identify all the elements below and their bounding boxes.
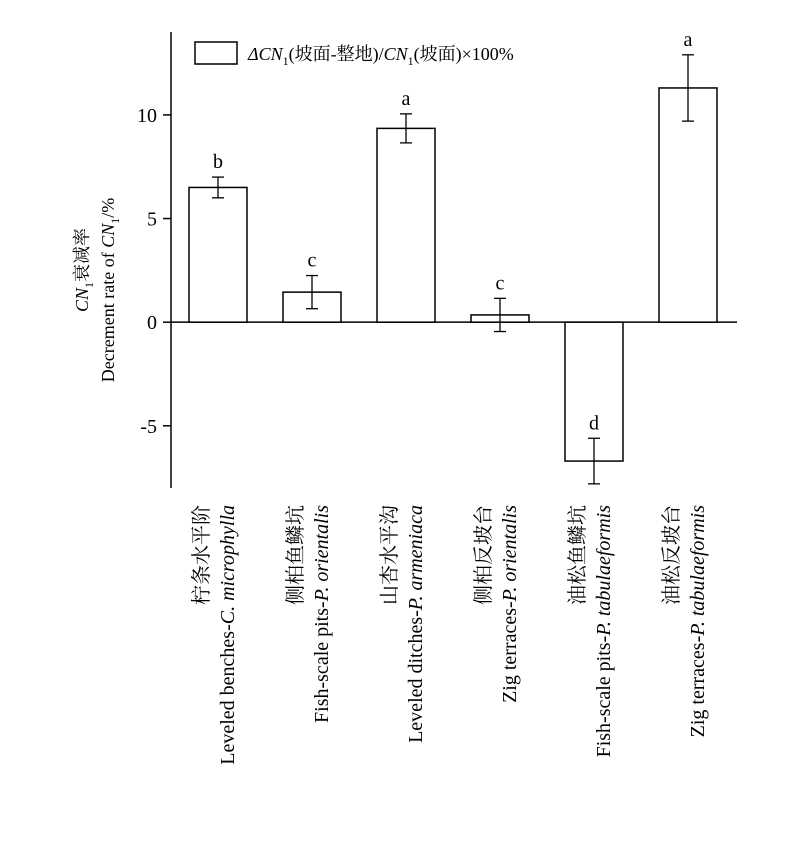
- x-label-cn: 柠条水平阶: [191, 505, 213, 605]
- y-tick-label: -5: [140, 415, 157, 438]
- x-label-en: Leveled ditches-P. armeniaca: [405, 505, 427, 743]
- bars: [189, 29, 717, 484]
- significance-label: d: [589, 412, 599, 435]
- y-tick-label: 10: [137, 104, 157, 127]
- legend-text: $\Delta CN_1$(坡面-整地)$/CN_1$(坡面)×100%: [248, 44, 514, 68]
- y-tick-label: 0: [147, 312, 157, 335]
- y-ticks: [137, 105, 171, 438]
- x-label-cn: 油松鱼鳞坑: [567, 505, 589, 605]
- y-axis-title-cn: $CN_1$衰减率: [72, 227, 96, 313]
- x-label-en: Fish-scale pits-P. orientalis: [311, 505, 333, 723]
- x-label-cn: 山杏水平沟: [379, 505, 401, 605]
- y-axis-title-en: Decrement rate of $CN_1/\%$: [98, 197, 122, 383]
- x-label-en: Fish-scale pits-P. tabulaeformis: [593, 505, 615, 758]
- significance-label: a: [401, 87, 411, 110]
- legend: [195, 42, 514, 68]
- x-label-cn: 油松反坡台: [661, 505, 683, 605]
- bar: [189, 187, 247, 322]
- y-axis-title: [72, 198, 122, 382]
- significance-label: c: [307, 249, 317, 272]
- legend-swatch: [195, 42, 237, 64]
- significance-label: b: [213, 151, 223, 174]
- bar: [659, 88, 717, 322]
- x-label-en: Leveled benches-C. microphylla: [217, 505, 239, 765]
- bar: [377, 128, 435, 322]
- y-tick-label: 5: [147, 208, 157, 231]
- significance-label: c: [495, 272, 505, 295]
- significance-label: a: [683, 28, 693, 51]
- x-label-en: Zig terraces-P. tabulaeformis: [687, 505, 709, 738]
- x-label-en: Zig terraces-P. orientalis: [499, 505, 521, 703]
- x-labels: [190, 505, 709, 765]
- x-label-cn: 侧柏反坡台: [473, 505, 495, 605]
- x-label-cn: 侧柏鱼鳞坑: [285, 505, 307, 605]
